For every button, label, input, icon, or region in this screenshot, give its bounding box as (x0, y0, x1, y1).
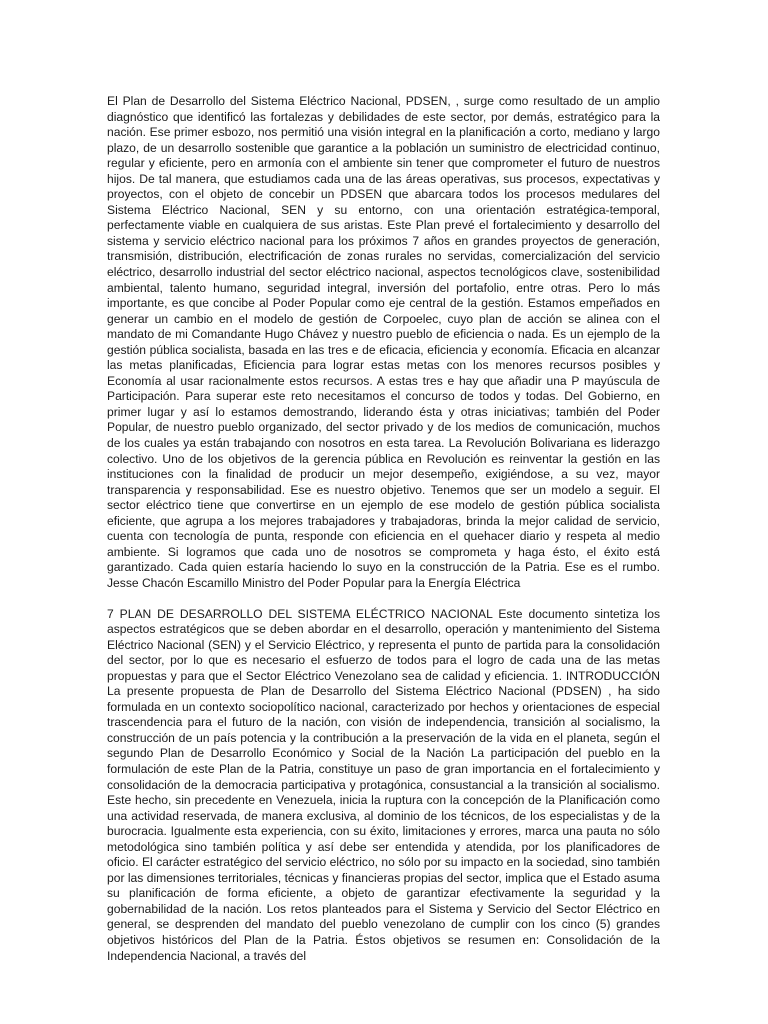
document-page (107, 94, 660, 964)
paragraph-intro: El Plan de Desarrollo del Sistema Eléctrico Nacional, PDSEN, , surge como resultado de un amplio diagnóstico que identificó las fortalezas y debilidades de este sector, por demás, estratégico para la nación. Ese primer esbozo, nos permitió una visión integral en la planificación a corto, mediano y largo plazo, de un desarrollo sostenible que garantice a la población un suministro de electricidad continuo, regular y eficiente, pero en armonía con el ambiente sin tener que comprometer el futuro de nuestros hijos. De tal manera, que estudiamos cada una de las áreas operativas, sus procesos, expectativas y proyectos, con el objeto de concebir un PDSEN que abarcara todos los procesos medulares del Sistema Eléctrico Nacional, SEN y su entorno, con una orientación estratégica-temporal, perfectamente viable en cualquiera de sus aristas. Este Plan prevé el fortalecimiento y desarrollo del sistema y servicio eléctrico nacional para los próximos 7 años en grandes proyectos de generación, transmisión, distribución, electrificación de zonas rurales no servidas, comercialización del servicio eléctrico, desarrollo industrial del sector eléctrico nacional, aspectos tecnológicos clave, sostenibilidad ambiental, talento humano, seguridad integral, inversión del portafolio, entre otras. Pero lo más importante, es que concibe al Poder Popular como eje central de la gestión. Estamos empeñados en generar un cambio en el modelo de gestión de Corpoelec, cuyo plan de acción se alinea con el mandato de mi Comandante Hugo Chávez y nuestro pueblo de eficiencia o nada. Es un ejemplo de la gestión pública socialista, basada en las tres e de eficacia, eficiencia y economía. Eficacia en alcanzar las metas planificadas, Eficiencia para lograr estas metas con los menores recursos posibles y Economía al usar racionalmente estos recursos. A estas tres e hay que añadir una P mayúscula de Participación. Para superar este reto necesitamos el concurso de todos y todas. Del Gobierno, en primer lugar y así lo estamos demostrando, liderando ésta y otras iniciativas; también del Poder Popular, de nuestro pueblo organizado, del sector privado y de los medios de comunicación, muchos de los cuales ya están trabajando con nosotros en esta tarea. La Revolución Bolivariana es liderazgo colectivo. Uno de los objetivos de la gerencia pública en Revolución es reinventar la gestión en las instituciones con la finalidad de producir un mejor desempeño, exigiéndose, a su vez, mayor transparencia y responsabilidad. Ese es nuestro objetivo. Tenemos que ser un modelo a seguir. El sector eléctrico tiene que convertirse en un ejemplo de ese modelo de gestión pública socialista eficiente, que agrupa a los mejores trabajadores y trabajadoras, brinda la mejor calidad de servicio, cuenta con tecnología de punta, responde con eficiencia en el quehacer diario y respeta al medio ambiente. Si logramos que cada uno de nosotros se comprometa y haga ésto, el éxito está garantizado. Cada quien estaría haciendo lo suyo en la construcción de la Patria. Ese es el rumbo. Jesse Chacón Escamillo Ministro del Poder Popular para la Energía Eléctrica (107, 94, 660, 590)
paragraph-plan: 7 PLAN DE DESARROLLO DEL SISTEMA ELÉCTRICO NACIONAL Este documento sintetiza los aspectos estratégicos que se deben abordar en el desarrollo, operación y mantenimiento del Sistema Eléctrico Nacional (SEN) y el Servicio Eléctrico, y representa el punto de partida para la consolidación del sector, por lo que es necesario el esfuerzo de todos para el logro de cada una de las metas propuestas y para que el Sector Eléctrico Venezolano sea de calidad y eficiencia. 1. INTRODUCCIÓN La presente propuesta de Plan de Desarrollo del Sistema Eléctrico Nacional (PDSEN) , ha sido formulada en un contexto sociopolítico nacional, caracterizado por hechos y orientaciones de especial trascendencia para el futuro de la nación, con visión de independencia, transición al socialismo, la construcción de un país potencia y la contribución a la preservación de la vida en el planeta, según el segundo Plan de Desarrollo Económico y Social de la Nación La participación del pueblo en la formulación de este Plan de la Patria, constituye un paso de gran importancia en el fortalecimiento y consolidación de la democracia participativa y protagónica, consustancial a la transición al socialismo. Este hecho, sin precedente en Venezuela, inicia la ruptura con la concepción de la Planificación como una actividad reservada, de manera exclusiva, al dominio de los técnicos, de los especialistas y de la burocracia. Igualmente esta experiencia, con su éxito, limitaciones y errores, marca una pauta no sólo metodológica sino también política y así debe ser entendida y atendida, por los planificadores de oficio. El carácter estratégico del servicio eléctrico, no sólo por su impacto en la sociedad, sino también por las dimensiones territoriales, técnicas y financieras propias del sector, implica que el Estado asuma su planificación de forma eficiente, a objeto de garantizar efectivamente la seguridad y la gobernabilidad de la nación. Los retos planteados para el Sistema y Servicio del Sector Eléctrico en general, se desprenden del mandato del pueblo venezolano de cumplir con los cinco (5) grandes objetivos históricos del Plan de la Patria. Éstos objetivos se resumen en: Consolidación de la Independencia Nacional, a través del (107, 606, 660, 963)
